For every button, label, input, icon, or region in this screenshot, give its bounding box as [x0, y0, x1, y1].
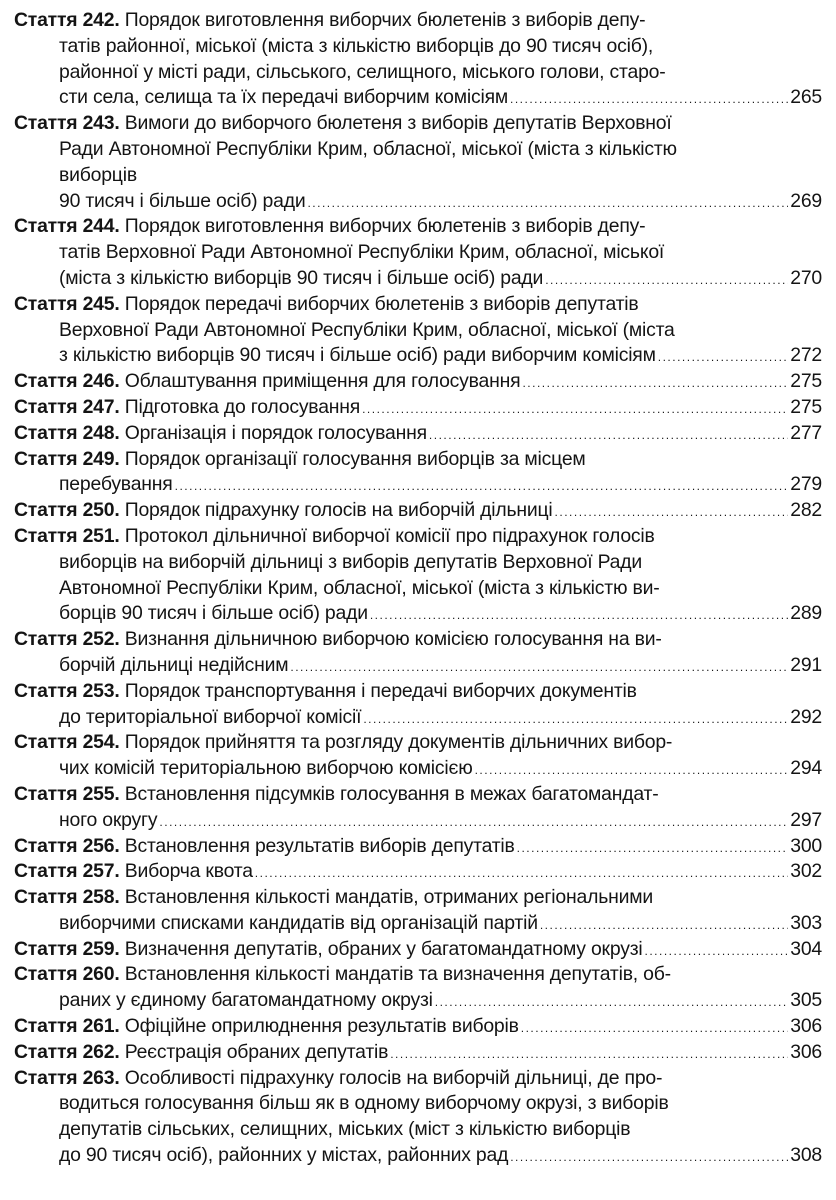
dot-leader — [390, 1042, 788, 1066]
entry-text — [59, 911, 538, 937]
entry-text — [59, 1118, 630, 1140]
toc-entry — [14, 1040, 822, 1066]
toc-entry — [14, 524, 822, 627]
toc-entry-line — [14, 627, 822, 653]
dot-leader — [510, 1145, 788, 1169]
entry-text — [14, 498, 553, 524]
toc-entry-line — [14, 60, 822, 86]
dot-leader — [475, 758, 789, 782]
article-label: Стаття 246. — [14, 370, 120, 393]
toc-entry — [14, 937, 822, 963]
article-title-line: виборців — [59, 163, 137, 186]
dot-leader — [159, 810, 788, 834]
entry-text — [59, 35, 653, 57]
article-title-line: Порядок прийняття та розгляду документів дільничних вибор- — [119, 731, 673, 754]
toc-entry-line — [14, 240, 822, 266]
dot-leader — [658, 345, 789, 369]
toc-entry-line — [14, 911, 822, 937]
article-title-line: Порядок підрахунку голосів на виборчій дільниці — [119, 499, 553, 522]
toc-entry — [14, 885, 822, 937]
article-label: Стаття 262. — [14, 1040, 120, 1063]
page-number: 306 — [790, 1015, 822, 1038]
page-number: 305 — [790, 989, 822, 1012]
entry-text — [59, 756, 473, 782]
article-title-line: Ради Автономної Республіки Крим, обласної, міської (міста з кількістю — [59, 137, 677, 160]
page-number: 282 — [790, 499, 822, 522]
entry-text — [14, 448, 586, 470]
dot-leader — [290, 655, 788, 679]
article-title-line: Реєстрація обраних депутатів — [119, 1040, 389, 1063]
toc-entry-line — [14, 756, 822, 782]
toc-entry-line — [14, 163, 822, 189]
entry-text — [14, 963, 671, 985]
toc-entry-line — [14, 1040, 822, 1066]
entry-text — [59, 551, 642, 573]
page-number: 302 — [790, 860, 822, 883]
page-number: 269 — [790, 189, 822, 212]
article-label: Стаття 259. — [14, 937, 120, 960]
entry-text — [14, 9, 645, 31]
article-label: Стаття 257. — [14, 860, 120, 883]
toc-entry-line — [14, 859, 822, 885]
article-title-line: Встановлення кількості мандатів та визначення депутатів, об- — [119, 963, 671, 986]
entry-text — [59, 189, 305, 215]
entry-text — [59, 988, 433, 1014]
toc-entry-line — [14, 85, 822, 111]
article-label: Стаття 245. — [14, 292, 120, 315]
toc-entry — [14, 730, 822, 782]
article-title-line: Особливості підрахунку голосів на виборчій дільниці, де про- — [119, 1066, 663, 1089]
toc-entry-line — [14, 550, 822, 576]
page-number: 289 — [790, 602, 822, 625]
article-title-line: районної у місті ради, сільського, селищного, міського голови, старо- — [59, 60, 666, 83]
toc-entry-line — [14, 318, 822, 344]
article-title-line: Порядок виготовлення виборчих бюлетенів з виборів депу- — [119, 9, 646, 31]
page-number: 270 — [790, 266, 822, 289]
article-label: Стаття 263. — [14, 1066, 120, 1089]
dot-leader — [307, 191, 788, 215]
toc-entry-line — [14, 447, 822, 473]
dot-leader — [540, 913, 788, 937]
page-number: 300 — [790, 834, 822, 857]
toc-entry — [14, 214, 822, 291]
article-title-line: Протокол дільничної виборчої комісії про підрахунок голосів — [119, 524, 655, 547]
dot-leader — [517, 836, 789, 860]
toc-entry-line — [14, 292, 822, 318]
entry-text — [14, 731, 672, 753]
dot-leader — [521, 1016, 789, 1040]
dot-leader — [510, 87, 788, 111]
article-label: Стаття 258. — [14, 886, 120, 909]
page-number: 294 — [790, 757, 822, 780]
toc-entry-line — [14, 8, 822, 34]
toc-entry-line — [14, 705, 822, 731]
toc-entry — [14, 395, 822, 421]
article-title-line: (міста з кількістю виборців 90 тисяч і більше осіб) ради — [59, 266, 544, 289]
entry-text — [14, 215, 645, 237]
entry-text — [14, 112, 672, 134]
page-number: 303 — [790, 911, 822, 934]
article-title-line: Порядок організації голосування виборців за місцем — [119, 447, 586, 470]
article-title-line: депутатів сільських, селищних, міських (міст з кількістю виборців — [59, 1118, 631, 1141]
toc-entry-line — [14, 189, 822, 215]
dot-leader — [255, 861, 788, 885]
entry-text — [14, 937, 643, 963]
article-label: Стаття 253. — [14, 679, 120, 702]
entry-text — [14, 293, 639, 315]
toc-entry-line — [14, 266, 822, 292]
article-title-line: з кількістю виборців 90 тисяч і більше осіб) ради виборчим комісіям — [59, 344, 656, 367]
page-number: 291 — [790, 653, 822, 676]
entry-text — [59, 138, 677, 160]
dot-leader — [522, 371, 788, 395]
entry-text — [14, 886, 653, 908]
article-title-line: Автономної Республіки Крим, обласної, міської (міста з кількістю ви- — [59, 576, 660, 599]
article-label: Стаття 242. — [14, 9, 120, 31]
toc-entry-line — [14, 343, 822, 369]
article-title-line: Організація і порядок голосування — [119, 421, 427, 444]
article-title-line: 90 тисяч і більше осіб) ради — [59, 189, 306, 212]
article-title-line: борчій дільниці недійсним — [59, 653, 289, 676]
page-number: 306 — [790, 1040, 822, 1063]
article-title-line: до територіальної виборчої комісії — [59, 705, 362, 728]
article-title-line: водиться голосування більш як в одному виборчому окрузі, з виборів — [59, 1092, 669, 1115]
article-title-line: до 90 тисяч осіб), районних у містах, районних рад — [59, 1144, 509, 1167]
entry-text — [14, 1040, 388, 1066]
entry-text — [14, 628, 662, 650]
article-title-line: Виборча квота — [119, 860, 253, 883]
entry-text — [59, 808, 157, 834]
toc-entry-line — [14, 601, 822, 627]
entry-text — [59, 577, 659, 599]
entry-text — [14, 783, 659, 805]
entry-text — [59, 164, 137, 186]
toc-entry-line — [14, 653, 822, 679]
dot-leader — [370, 603, 788, 627]
article-title-line: Офіційне оприлюднення результатів виборів — [119, 1015, 519, 1038]
toc-entry-line — [14, 885, 822, 911]
entry-text — [14, 1067, 662, 1089]
toc-entry — [14, 859, 822, 885]
toc-entry-line — [14, 524, 822, 550]
toc-entry-line — [14, 1117, 822, 1143]
toc-entry-line — [14, 1091, 822, 1117]
entry-text — [14, 421, 427, 447]
article-title-line: Вимоги до виборчого бюлетеня з виборів депутатів Верховної — [119, 112, 672, 135]
article-title-line: Облаштування приміщення для голосування — [119, 370, 521, 393]
article-title-line: Встановлення кількості мандатів, отриманих регіональними — [119, 886, 654, 909]
toc-entry-line — [14, 214, 822, 240]
entry-text — [14, 1014, 519, 1040]
article-label: Стаття 252. — [14, 628, 120, 651]
page-number: 297 — [790, 808, 822, 831]
article-label: Стаття 256. — [14, 834, 120, 857]
dot-leader — [645, 939, 789, 963]
article-label: Стаття 247. — [14, 395, 120, 418]
article-label: Стаття 248. — [14, 421, 120, 444]
entry-text — [59, 472, 173, 498]
page-number: 275 — [790, 370, 822, 393]
entry-text — [59, 85, 508, 111]
entry-text — [59, 319, 675, 341]
entry-text — [59, 1143, 508, 1169]
entry-text — [14, 834, 515, 860]
article-label: Стаття 254. — [14, 731, 120, 754]
entry-text — [59, 705, 361, 731]
toc-entry — [14, 111, 822, 214]
toc-entry — [14, 782, 822, 834]
article-label: Стаття 261. — [14, 1015, 120, 1038]
toc-entry — [14, 447, 822, 499]
toc-entry — [14, 292, 822, 369]
article-title-line: ного округу — [59, 808, 158, 831]
article-title-line: Порядок виготовлення виборчих бюлетенів з виборів депу- — [119, 215, 646, 238]
page-number: 292 — [790, 705, 822, 728]
toc-entry-line — [14, 395, 822, 421]
page-number: 272 — [790, 344, 822, 367]
toc-entry-line — [14, 137, 822, 163]
toc-entry — [14, 1014, 822, 1040]
page-number: 308 — [790, 1144, 822, 1167]
entry-text — [14, 859, 253, 885]
page-number: 275 — [790, 395, 822, 418]
entry-text — [14, 680, 637, 702]
page-number: 277 — [790, 421, 822, 444]
entry-text — [59, 601, 368, 627]
toc-entry-line — [14, 1143, 822, 1169]
toc-entry-line — [14, 808, 822, 834]
dot-leader — [175, 474, 789, 498]
toc-entry-line — [14, 1014, 822, 1040]
dot-leader — [435, 990, 788, 1014]
article-title-line: сти села, селища та їх передачі виборчим комісіям — [59, 86, 509, 109]
article-label: Стаття 260. — [14, 963, 120, 986]
article-label: Стаття 249. — [14, 447, 120, 470]
dot-leader — [362, 397, 788, 421]
toc-entry-line — [14, 421, 822, 447]
entry-text — [59, 241, 664, 263]
article-label: Стаття 250. — [14, 499, 120, 522]
toc-entry-line — [14, 472, 822, 498]
toc-entry-line — [14, 576, 822, 602]
toc-entry — [14, 834, 822, 860]
entry-text — [59, 266, 543, 292]
article-title-line: Визнання дільничною виборчою комісією голосування на ви- — [119, 628, 662, 651]
page-number: 279 — [790, 473, 822, 496]
toc-entry-line — [14, 34, 822, 60]
toc-entry-line — [14, 937, 822, 963]
dot-leader — [555, 500, 789, 524]
toc-entry — [14, 962, 822, 1014]
toc-entry-line — [14, 988, 822, 1014]
entry-text — [59, 61, 666, 83]
toc-entry-line — [14, 1066, 822, 1092]
toc-entry — [14, 627, 822, 679]
page-number: 265 — [790, 86, 822, 109]
article-label: Стаття 244. — [14, 215, 120, 238]
article-title-line: Порядок транспортування і передачі виборчих документів — [119, 679, 637, 702]
article-title-line: Верховної Ради Автономної Республіки Крим, обласної, міської (міста — [59, 318, 675, 341]
toc-entry-line — [14, 834, 822, 860]
toc-entry-line — [14, 782, 822, 808]
dot-leader — [363, 707, 788, 731]
entry-text — [14, 369, 520, 395]
toc-entry — [14, 679, 822, 731]
article-title-line: чих комісій територіальною виборчою комісією — [59, 757, 473, 780]
article-title-line: виборчими списками кандидатів від організацій партій — [59, 911, 538, 934]
article-label: Стаття 255. — [14, 782, 120, 805]
toc-entry — [14, 421, 822, 447]
entry-text — [59, 1092, 669, 1114]
page-number: 304 — [790, 937, 822, 960]
article-title-line: Підготовка до голосування — [119, 395, 361, 418]
article-title-line: Встановлення підсумків голосування в межах багатомандат- — [119, 782, 659, 805]
toc-entry — [14, 8, 822, 111]
entry-text — [14, 395, 360, 421]
entry-text — [14, 525, 655, 547]
article-title-line: Порядок передачі виборчих бюлетенів з виборів депутатів — [119, 292, 639, 315]
entry-text — [59, 653, 288, 679]
article-title-line: борців 90 тисяч і більше осіб) ради — [59, 602, 368, 625]
article-title-line: татів районної, міської (міста з кількістю виборців до 90 тисяч осіб), — [59, 34, 654, 57]
dot-leader — [545, 268, 788, 292]
toc-entry-line — [14, 498, 822, 524]
article-label: Стаття 251. — [14, 524, 120, 547]
article-title-line: перебування — [59, 473, 173, 496]
toc-entry — [14, 369, 822, 395]
dot-leader — [429, 423, 788, 447]
article-label: Стаття 243. — [14, 112, 120, 135]
toc-entry-line — [14, 369, 822, 395]
article-title-line: Визначення депутатів, обраних у багатомандатному окрузі — [119, 937, 643, 960]
toc-entry — [14, 1066, 822, 1169]
toc-entry-line — [14, 679, 822, 705]
toc-entry-line — [14, 962, 822, 988]
article-title-line: виборців на виборчій дільниці з виборів депутатів Верховної Ради — [59, 550, 642, 573]
article-title-line: татів Верховної Ради Автономної Республіки Крим, обласної, міської — [59, 241, 665, 264]
entry-text — [59, 343, 656, 369]
article-title-line: раних у єдиному багатомандатному окрузі — [59, 989, 433, 1012]
article-title-line: Встановлення результатів виборів депутатів — [119, 834, 515, 857]
toc-entry — [14, 498, 822, 524]
toc-entry-line — [14, 111, 822, 137]
toc-entry-line — [14, 730, 822, 756]
